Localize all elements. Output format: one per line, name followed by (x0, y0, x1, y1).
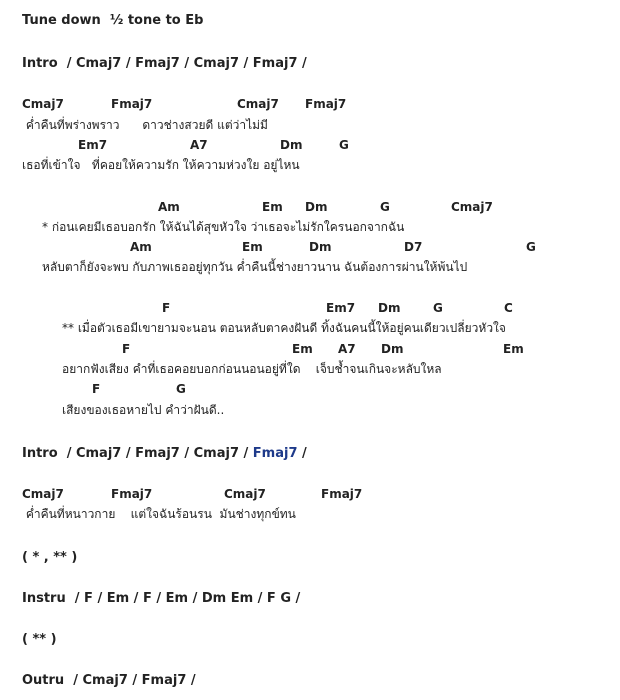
chord: Fmaj7 (111, 487, 153, 501)
chord: Em7 (78, 138, 108, 152)
chord: Fmaj7 (321, 487, 363, 501)
chord: Em (262, 200, 283, 214)
chord: A7 (190, 138, 208, 152)
chord: A7 (338, 342, 356, 356)
lyric-line: * ก่อนเคยมีเธอบอกรัก ให้ฉันได้สุขหัวใจ ว่าเธอจะไม่รักใครนอกจากฉัน (42, 220, 405, 234)
lyric-line: หลับตาก็ยังจะพบ กับภาพเธออยู่ทุกวัน ค่ำคืนนี้ช่างยาวนาน ฉันต้องการผ่านให้พ้นไป (42, 260, 468, 274)
chord: Em (242, 240, 263, 254)
chord: F (92, 382, 101, 396)
chord: Fmaj7 (305, 97, 347, 111)
lyric-line: ค่ำคืนที่หนาวกาย แต่ใจฉันร้อนรน มันช่างทุกข์ทน (22, 507, 296, 521)
intro-line-2 (22, 447, 307, 460)
chord: Cmaj7 (22, 97, 64, 111)
chord: G (526, 240, 536, 254)
intro-suffix: / (297, 446, 307, 461)
lyric-line: เสียงของเธอหายไป คำว่าฝันดี.. (62, 403, 225, 417)
tuning-note: Tune down ½ tone to Eb (22, 13, 204, 28)
chord: F (162, 301, 171, 315)
chord: Am (130, 240, 152, 254)
intro-line: Intro / Cmaj7 / Fmaj7 / Cmaj7 / Fmaj7 / (22, 56, 307, 71)
chord: C (504, 301, 513, 315)
chord: F (122, 342, 131, 356)
chord: Cmaj7 (22, 487, 64, 501)
intro-prefix: Intro / Cmaj7 / Fmaj7 / Cmaj7 / (22, 446, 253, 461)
chord: Dm (280, 138, 303, 152)
chord: Em (292, 342, 313, 356)
chord: G (176, 382, 186, 396)
chord: Cmaj7 (224, 487, 266, 501)
chord: Em7 (326, 301, 356, 315)
chord: Cmaj7 (451, 200, 493, 214)
chord: Am (158, 200, 180, 214)
instrumental-line: Instru / F / Em / F / Em / Dm Em / F G / (22, 591, 301, 606)
chord: G (433, 301, 443, 315)
chord: Dm (309, 240, 332, 254)
chord: Cmaj7 (237, 97, 279, 111)
chord: Dm (378, 301, 401, 315)
chord: Dm (305, 200, 328, 214)
lyric-line: ** เมื่อตัวเธอมีเขายามจะนอน ตอนหลับตาคงฝันดี ทิ้งฉันคนนี้ให้อยู่คนเดียวเปลี่ยวหัวใจ (62, 321, 506, 335)
chord: Dm (381, 342, 404, 356)
lyric-line: อยากฟังเสียง คำที่เธอคอยบอกก่อนนอนอยู่ที่ใด เจ็บช้ำจนเกินจะหลับใหล (62, 362, 442, 376)
repeat-marker: ( * , ** ) (22, 550, 78, 565)
lyric-line: เธอที่เข้าใจ ที่คอยให้ความรัก ให้ความห่วงใย อยู่ไหน (22, 158, 300, 172)
chord: G (380, 200, 390, 214)
lyric-line: ค่ำคืนที่พร่างพราว ดาวช่างสวยดี แต่ว่าไม่มี (22, 118, 268, 132)
chord: Fmaj7 (111, 97, 153, 111)
intro-highlight-chord: Fmaj7 (252, 446, 298, 461)
chord: D7 (404, 240, 423, 254)
chord: Em (503, 342, 524, 356)
chord: G (339, 138, 349, 152)
repeat-marker-2: ( ** ) (22, 632, 57, 647)
outro-line: Outru / Cmaj7 / Fmaj7 / (22, 673, 196, 688)
